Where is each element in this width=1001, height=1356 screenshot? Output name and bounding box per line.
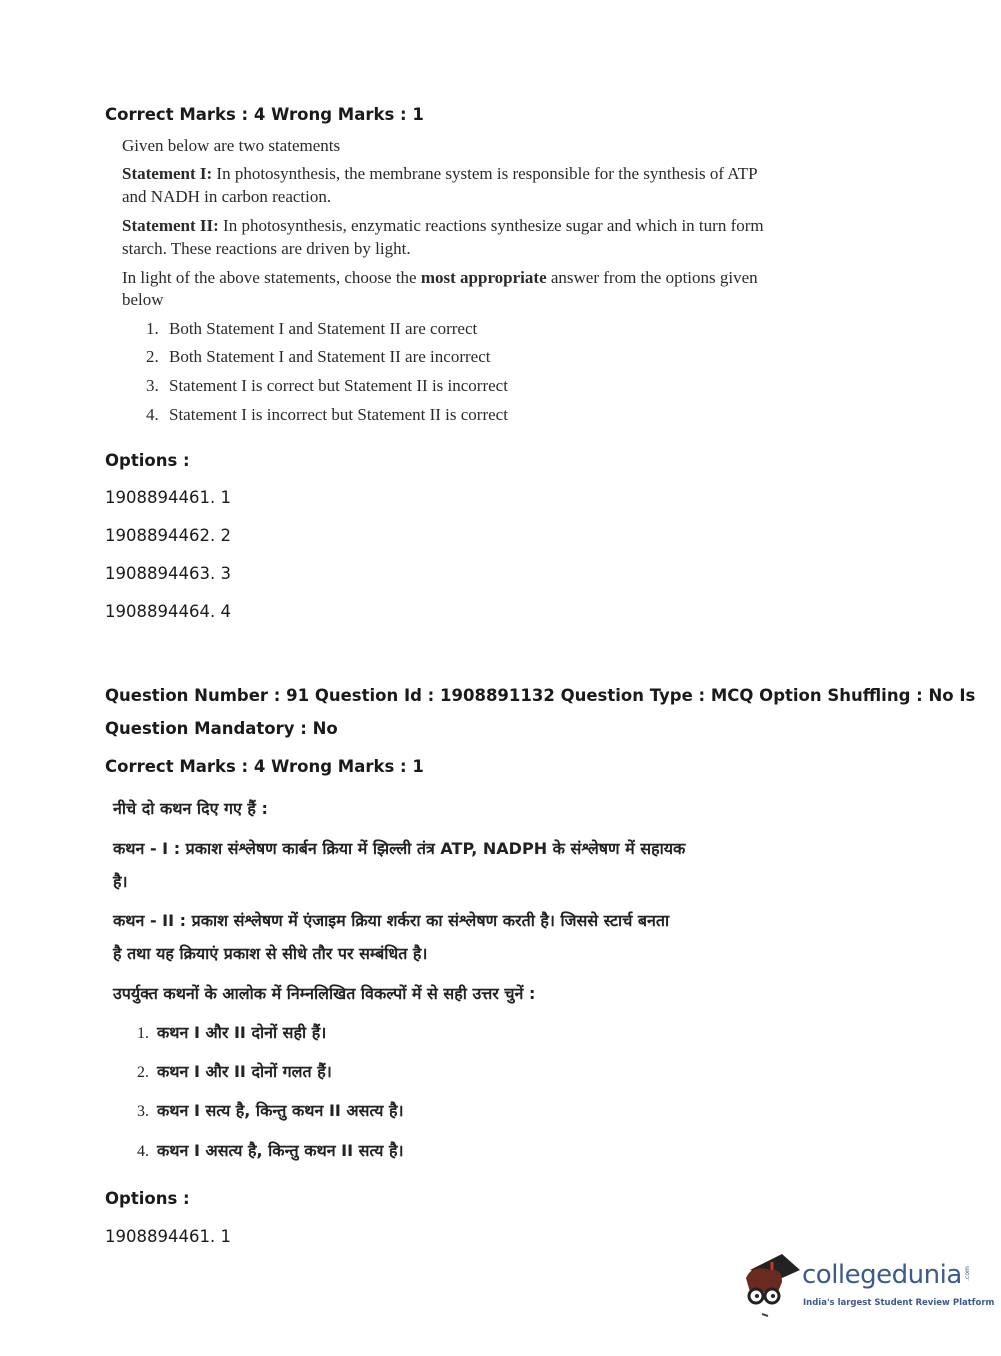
choice-text: Both Statement I and Statement II are incorrect <box>169 347 491 366</box>
q1-prompt <box>122 268 758 288</box>
q1-marks: Correct Marks : 4 Wrong Marks : 1 <box>105 105 424 124</box>
option-item: 1908894464. 4 <box>105 602 231 621</box>
list-item <box>146 319 477 339</box>
list-item <box>137 1139 404 1161</box>
q1-intro: Given below are two statements <box>122 136 341 155</box>
prompt-text: In light of the above statements, choose the <box>122 268 421 287</box>
collegedunia-logo <box>742 1248 995 1320</box>
logo-suffix: .com <box>963 1266 971 1281</box>
q2-statement1-line2: है। <box>113 872 128 891</box>
logo-tagline: India's largest Student Review Platform <box>803 1298 995 1308</box>
q1-prompt-line2: below <box>122 290 164 309</box>
statement2-text: In photosynthesis, enzymatic reactions synthesize sugar and which in turn form <box>218 216 764 235</box>
q1-statement1-line2: and NADH in carbon reaction. <box>122 187 332 206</box>
choice-text: Statement I is incorrect but Statement II is correct <box>169 405 508 424</box>
option-item: 1908894461. 1 <box>105 488 231 507</box>
option-item: 1908894462. 2 <box>105 526 231 545</box>
q2-header: Question Number : 91 Question Id : 1908891132 Question Type : MCQ Option Shuffling : No Is <box>105 686 976 705</box>
q2-statement2: कथन - II : प्रकाश संश्लेषण में एंजाइम क्रिया शर्करा का संश्लेषण करती है। जिससे स्टार्च बनता <box>113 911 670 930</box>
choice-number: 4. <box>137 1143 149 1160</box>
q2-statement1: कथन - I : प्रकाश संश्लेषण कार्बन क्रिया में झिल्ली तंत्र ATP, NADPH के संश्लेषण में सहायक <box>113 839 686 858</box>
choice-number: 1. <box>137 1025 149 1042</box>
list-item <box>146 347 490 367</box>
list-item <box>146 405 508 425</box>
choice-text: Statement I is correct but Statement II is incorrect <box>169 376 508 395</box>
list-item <box>137 1021 326 1043</box>
choice-number: 3. <box>137 1103 149 1120</box>
q1-statement1 <box>122 164 758 184</box>
choice-text: कथन I सत्य है, किन्तु कथन II असत्य है। <box>157 1101 404 1120</box>
q1-options-label: Options : <box>105 451 190 470</box>
statement1-label: Statement I: <box>122 164 213 183</box>
q2-statement2-line2: है तथा यह क्रियाएं प्रकाश से सीधे तौर पर सम्बंधित है। <box>113 944 428 963</box>
option-item: 1908894461. 1 <box>105 1227 231 1246</box>
list-item <box>137 1060 332 1082</box>
choice-number: 4. <box>146 405 159 424</box>
choice-number: 2. <box>146 347 159 366</box>
statement2-label: Statement II: <box>122 216 219 235</box>
choice-number: 2. <box>137 1064 149 1081</box>
mascot-icon <box>742 1248 802 1320</box>
choice-number: 3. <box>146 376 159 395</box>
prompt-text: answer from the options given <box>546 268 758 287</box>
q1-statement2 <box>122 216 764 236</box>
q2-options-label: Options : <box>105 1189 190 1208</box>
choice-text: कथन I और II दोनों सही हैं। <box>157 1023 327 1042</box>
prompt-emphasis: most appropriate <box>420 268 547 287</box>
list-item <box>146 376 508 396</box>
choice-text: Both Statement I and Statement II are correct <box>169 319 478 338</box>
choice-number: 1. <box>146 319 159 338</box>
list-item <box>137 1099 404 1121</box>
choice-text: कथन I और II दोनों गलत हैं। <box>157 1062 332 1081</box>
q2-marks: Correct Marks : 4 Wrong Marks : 1 <box>105 757 424 776</box>
statement1-text: In photosynthesis, the membrane system is responsible for the synthesis of ATP <box>212 164 758 183</box>
q2-header-line2: Question Mandatory : No <box>105 719 338 738</box>
q2-intro: नीचे दो कथन दिए गए हैं : <box>113 799 268 818</box>
choice-text: कथन I असत्य है, किन्तु कथन II सत्य है। <box>157 1141 404 1160</box>
logo-wordmark: collegedunia <box>802 1260 962 1290</box>
q2-prompt: उपर्युक्त कथनों के आलोक में निम्नलिखित विकल्पों में से सही उत्तर चुनें : <box>113 984 536 1003</box>
q1-statement2-line2: starch. These reactions are driven by light. <box>122 239 411 258</box>
option-item: 1908894463. 3 <box>105 564 231 583</box>
